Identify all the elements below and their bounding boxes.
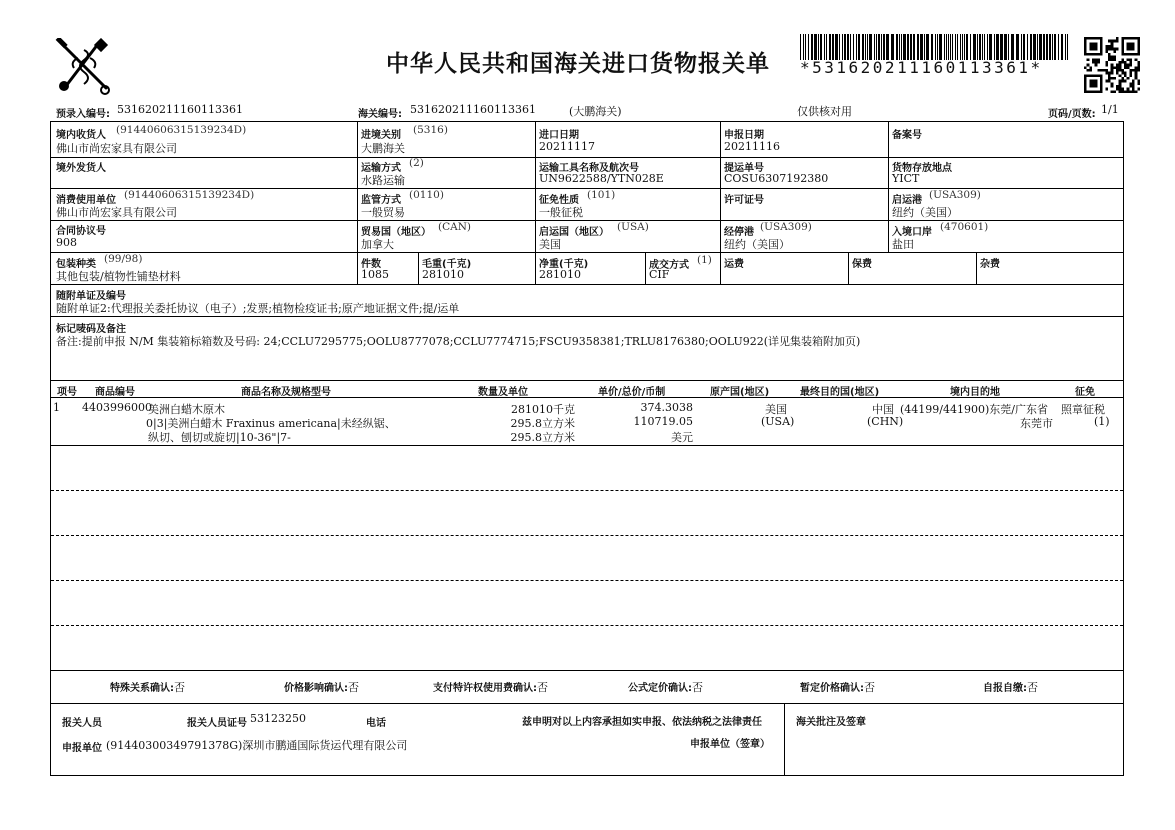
item-levy-1: 照章征税 (1061, 403, 1105, 416)
entry-port-customs-code: (5316) (413, 124, 448, 136)
customs-number: 531620211160113361 (410, 103, 536, 116)
supervision-code: (0110) (409, 189, 444, 201)
consumer-unit-code: (91440606315139234D) (124, 189, 255, 201)
special-relation-confirm: 特殊关系确认:否 (110, 681, 185, 694)
departure-port-code: (USA309) (929, 189, 981, 201)
legal-statement: 兹申明对以上内容承担如实申报、依法纳税之法律责任 (522, 717, 762, 728)
entry-port-code: (470601) (940, 221, 989, 233)
item-domestic-dest-2: 东莞市 (1020, 417, 1053, 430)
pre-entry-number: 531620211160113361 (117, 103, 243, 116)
item-hs-code: 4403996000 (82, 401, 152, 414)
declarant-id: 53123250 (250, 712, 306, 725)
contract-value: 908 (56, 236, 77, 249)
attached-docs-value: 随附单证2:代理报关委托协议（电子）;发票;植物检疫证书;原产地证据文件;提/运单 (56, 302, 460, 315)
stamp-label: 申报单位（签章） (690, 739, 770, 750)
package-type-label: 包装种类 (56, 259, 96, 270)
transit-port-code: (USA309) (760, 221, 812, 233)
col-origin: 原产国(地区) (710, 387, 770, 398)
pre-entry-label: 预录入编号: (56, 109, 110, 120)
origin-country-name: 美国 (539, 238, 561, 251)
declarant-unit: (91440300349791378G)深圳市鹏通国际货运代理有限公司 (106, 739, 408, 752)
marks-remarks-label: 标记唛码及备注 (56, 324, 126, 335)
consumer-unit-label: 消费使用单位 (56, 195, 116, 206)
item-origin-code: (USA) (761, 415, 795, 428)
freight-label: 运费 (724, 259, 744, 270)
page-label: 页码/页数: (1048, 109, 1096, 120)
departure-port-name: 纽约（美国） (892, 206, 958, 219)
col-item-no: 项号 (57, 387, 77, 398)
col-levy: 征免 (1075, 387, 1095, 398)
transit-port-label: 经停港 (724, 227, 754, 238)
consignee-name: 佛山市尚宏家具有限公司 (56, 142, 177, 155)
origin-country-code: (USA) (617, 221, 649, 233)
item-spec-line2: 纵切、刨切或旋切|10-36"|7- (148, 431, 291, 444)
entry-port-label: 入境口岸 (892, 227, 932, 238)
trade-country-name: 加拿大 (361, 238, 394, 251)
levy-nature-label: 征免性质 (539, 195, 579, 206)
transport-mode-code: (2) (409, 157, 424, 169)
supervision-name: 一般贸易 (361, 206, 405, 219)
declarant-unit-label: 申报单位 (62, 743, 102, 754)
vessel-value: UN9622588/YTN028E (539, 172, 664, 185)
declare-date: 20211116 (724, 140, 780, 153)
col-domestic-dest: 境内目的地 (950, 387, 1000, 398)
vessel-label: 运输工具名称及航次号 (539, 163, 639, 174)
page-value: 1/1 (1101, 103, 1119, 116)
col-hs-code: 商品编号 (95, 387, 135, 398)
pieces-label: 件数 (361, 259, 381, 270)
customs-office: (大鹏海关) (569, 105, 622, 118)
pieces-value: 1085 (361, 268, 389, 281)
contract-label: 合同协议号 (56, 226, 106, 237)
supervision-label: 监管方式 (361, 195, 401, 206)
entry-port-name: 盐田 (892, 238, 914, 251)
item-qty2: 295.8立方米 (510, 417, 575, 430)
package-type-name: 其他包装/植物性铺垫材料 (56, 270, 181, 283)
record-no-label: 备案号 (892, 130, 922, 141)
page-title: 中华人民共和国海关进口货物报关单 (386, 51, 770, 77)
gross-weight-value: 281010 (422, 268, 464, 281)
license-label: 许可证号 (724, 195, 764, 206)
origin-country-label: 启运国（地区） (539, 227, 609, 238)
import-date: 20211117 (539, 140, 595, 153)
consumer-unit-name: 佛山市尚宏家具有限公司 (56, 206, 177, 219)
gross-weight-label: 毛重(千克) (422, 259, 472, 270)
trade-terms-code: (1) (697, 254, 712, 266)
entry-port-customs-label: 进境关别 (361, 130, 401, 141)
barcode-text: *531620211160113361* (800, 58, 1043, 77)
declare-date-label: 申报日期 (724, 130, 764, 141)
consignee-code: (91440606315139234D) (116, 124, 247, 136)
import-date-label: 进口日期 (539, 130, 579, 141)
formula-price-confirm: 公式定价确认:否 (628, 681, 703, 694)
col-price: 单价/总价/币制 (598, 387, 666, 398)
royalty-confirm: 支付特许权使用费确认:否 (433, 681, 548, 694)
item-levy-2: (1) (1094, 415, 1110, 428)
declarant-label: 报关人员 (62, 718, 102, 729)
phone-label: 电话 (366, 718, 386, 729)
bill-of-lading-value: COSU6307192380 (724, 172, 829, 185)
trade-country-label: 贸易国（地区） (361, 227, 431, 238)
customs-emblem-icon (54, 38, 116, 96)
qr-code (1084, 37, 1140, 93)
barcode (800, 34, 1070, 60)
shipper-label: 境外发货人 (56, 163, 106, 174)
consignee-label: 境内收货人 (56, 130, 106, 141)
item-qty3: 295.8立方米 (510, 431, 575, 444)
trade-terms-label: 成交方式 (649, 260, 689, 271)
col-goods-name: 商品名称及规格型号 (241, 387, 331, 398)
item-origin: 美国 (765, 403, 787, 416)
transit-port-name: 纽约（美国） (724, 238, 790, 251)
item-name: 美洲白蜡木原木 (148, 403, 225, 416)
item-dest-country-code: (CHN) (867, 415, 904, 428)
col-final-dest: 最终目的国(地区) (800, 387, 880, 398)
customs-no-label: 海关编号: (358, 109, 402, 120)
col-quantity: 数量及单位 (478, 387, 528, 398)
attached-docs-label: 随附单证及编号 (56, 291, 126, 302)
item-qty1: 281010千克 (511, 403, 575, 416)
customs-approval-label: 海关批注及签章 (796, 717, 866, 728)
price-impact-confirm: 价格影响确认:否 (284, 681, 359, 694)
transport-mode-name: 水路运输 (361, 174, 405, 187)
entry-port-customs-name: 大鹏海关 (361, 142, 405, 155)
levy-nature-code: (101) (587, 189, 616, 201)
item-total-price: 110719.05 (633, 415, 693, 428)
item-domestic-dest-1: (44199/441900)东莞/广东省 (900, 403, 1048, 416)
item-unit-price: 374.3038 (640, 401, 693, 414)
item-no: 1 (53, 401, 60, 414)
marks-remarks-value: 备注:提前申报 N/M 集装箱标箱数及号码: 24;CCLU7295775;OOLU8777078;CCLU7774715;FSCU9358381;TRLU8176380;OOLU922(详见集装箱附加页) (56, 335, 861, 348)
storage-location-value: YICT (892, 172, 920, 185)
misc-fee-label: 杂费 (980, 259, 1000, 270)
bill-of-lading-label: 提运单号 (724, 163, 764, 174)
net-weight-value: 281010 (539, 268, 581, 281)
self-declare-pay-confirm: 自报自缴:否 (983, 681, 1038, 694)
levy-nature-name: 一般征税 (539, 206, 583, 219)
departure-port-label: 启运港 (892, 195, 922, 206)
storage-location-label: 货物存放地点 (892, 163, 952, 174)
provisional-price-confirm: 暂定价格确认:否 (800, 681, 875, 694)
package-type-code: (99/98) (104, 253, 143, 265)
item-dest-country: 中国 (872, 403, 894, 416)
trade-country-code: (CAN) (438, 221, 471, 233)
transport-mode-label: 运输方式 (361, 163, 401, 174)
verification-note: 仅供核对用 (797, 105, 852, 118)
declarant-id-label: 报关人员证号 (187, 718, 247, 729)
item-spec-line1: 0|3|美洲白蜡木 Fraxinus americana|未经纵锯、 (146, 417, 396, 430)
insurance-label: 保费 (852, 259, 872, 270)
trade-terms-value: CIF (649, 268, 670, 281)
item-currency: 美元 (671, 431, 693, 444)
net-weight-label: 净重(千克) (539, 259, 589, 270)
